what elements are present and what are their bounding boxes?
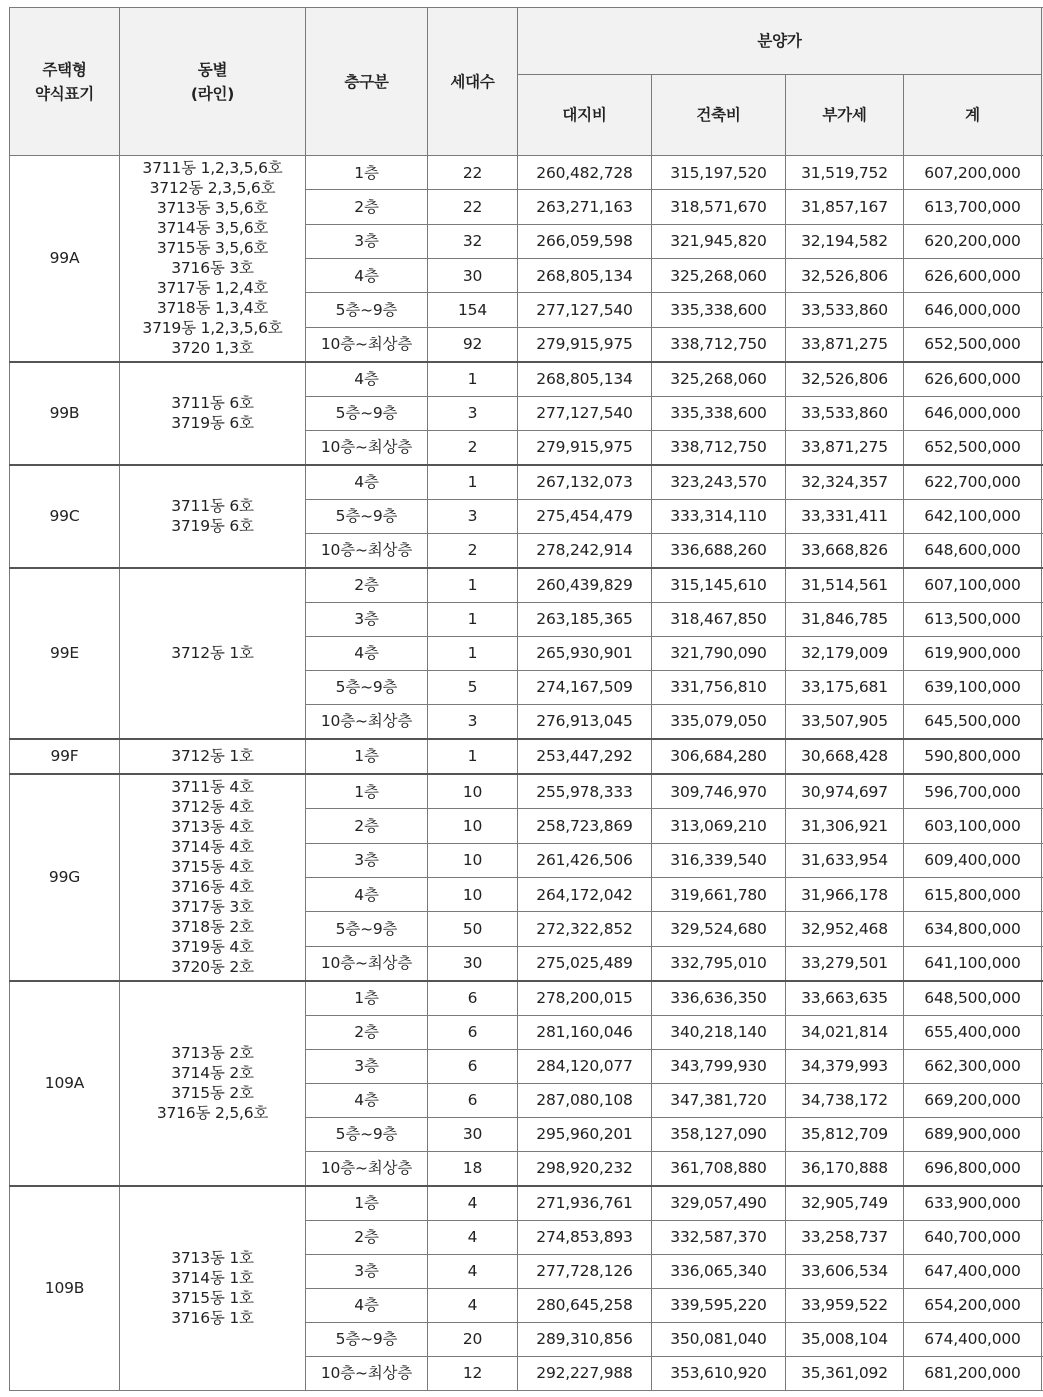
units-cell: 4 bbox=[428, 1254, 518, 1288]
vat-cell: 35,361,092 bbox=[786, 1356, 904, 1390]
vat-cell: 33,258,737 bbox=[786, 1220, 904, 1254]
building-price-cell: 358,127,090 bbox=[652, 1117, 786, 1151]
vat-cell: 33,959,522 bbox=[786, 1288, 904, 1322]
units-cell: 1 bbox=[428, 636, 518, 670]
total-price-cell: 613,500,000 bbox=[904, 602, 1042, 636]
land-price-cell: 274,167,509 bbox=[518, 670, 652, 704]
vat-cell: 33,606,534 bbox=[786, 1254, 904, 1288]
dong-line-cell: 3711동 6호 3719동 6호 bbox=[120, 362, 306, 465]
floor-cell: 1층 bbox=[306, 981, 428, 1016]
units-cell: 1 bbox=[428, 568, 518, 603]
land-price-cell: 260,482,728 bbox=[518, 156, 652, 190]
price-table bbox=[9, 7, 1043, 1391]
dong-line-cell: 3711동 6호 3719동 6호 bbox=[120, 465, 306, 568]
land-price-cell: 281,160,046 bbox=[518, 1015, 652, 1049]
units-cell: 10 bbox=[428, 774, 518, 809]
units-cell: 12 bbox=[428, 1356, 518, 1390]
land-price-cell: 287,080,108 bbox=[518, 1083, 652, 1117]
vat-cell: 33,871,275 bbox=[786, 327, 904, 362]
units-cell: 5 bbox=[428, 670, 518, 704]
vat-cell: 32,526,806 bbox=[786, 258, 904, 292]
vat-cell: 32,952,468 bbox=[786, 912, 904, 946]
floor-cell: 5층~9층 bbox=[306, 293, 428, 327]
units-cell: 4 bbox=[428, 1288, 518, 1322]
vat-cell: 32,905,749 bbox=[786, 1186, 904, 1221]
land-price-cell: 261,426,506 bbox=[518, 843, 652, 877]
building-price-cell: 319,661,780 bbox=[652, 877, 786, 911]
land-price-cell: 279,915,975 bbox=[518, 430, 652, 465]
building-price-cell: 332,795,010 bbox=[652, 946, 786, 981]
building-price-cell: 338,712,750 bbox=[652, 327, 786, 362]
floor-cell: 2층 bbox=[306, 568, 428, 603]
total-price-cell: 620,200,000 bbox=[904, 224, 1042, 258]
building-price-cell: 329,524,680 bbox=[652, 912, 786, 946]
vat-cell: 31,846,785 bbox=[786, 602, 904, 636]
land-price-cell: 278,242,914 bbox=[518, 533, 652, 568]
table-row bbox=[10, 568, 1043, 603]
land-price-cell: 266,059,598 bbox=[518, 224, 652, 258]
floor-cell: 4층 bbox=[306, 258, 428, 292]
table-row bbox=[10, 739, 1043, 774]
vat-cell: 31,966,178 bbox=[786, 877, 904, 911]
total-price-cell: 607,200,000 bbox=[904, 156, 1042, 190]
building-price-cell: 318,571,670 bbox=[652, 190, 786, 224]
vat-cell: 33,279,501 bbox=[786, 946, 904, 981]
total-price-cell: 607,100,000 bbox=[904, 568, 1042, 603]
total-price-cell: 615,800,000 bbox=[904, 877, 1042, 911]
units-cell: 30 bbox=[428, 946, 518, 981]
total-price-cell: 646,000,000 bbox=[904, 396, 1042, 430]
table-row bbox=[10, 774, 1043, 809]
units-cell: 6 bbox=[428, 1083, 518, 1117]
units-cell: 6 bbox=[428, 1049, 518, 1083]
floor-cell: 1층 bbox=[306, 1186, 428, 1221]
floor-cell: 10층~최상층 bbox=[306, 327, 428, 362]
floor-cell: 3층 bbox=[306, 1049, 428, 1083]
vat-cell: 33,871,275 bbox=[786, 430, 904, 465]
floor-cell: 2층 bbox=[306, 809, 428, 843]
building-price-cell: 313,069,210 bbox=[652, 809, 786, 843]
building-price-cell: 316,339,540 bbox=[652, 843, 786, 877]
total-price-cell: 590,800,000 bbox=[904, 739, 1042, 774]
vat-cell: 32,194,582 bbox=[786, 224, 904, 258]
vat-cell: 35,812,709 bbox=[786, 1117, 904, 1151]
units-cell: 22 bbox=[428, 156, 518, 190]
total-price-cell: 648,600,000 bbox=[904, 533, 1042, 568]
land-price-cell: 298,920,232 bbox=[518, 1151, 652, 1186]
total-price-cell: 633,900,000 bbox=[904, 1186, 1042, 1221]
units-cell: 154 bbox=[428, 293, 518, 327]
floor-cell: 4층 bbox=[306, 877, 428, 911]
floor-cell: 3층 bbox=[306, 602, 428, 636]
table-row bbox=[10, 981, 1043, 1016]
total-price-cell: 603,100,000 bbox=[904, 809, 1042, 843]
building-price-cell: 325,268,060 bbox=[652, 258, 786, 292]
land-price-cell: 267,132,073 bbox=[518, 465, 652, 500]
units-cell: 18 bbox=[428, 1151, 518, 1186]
floor-cell: 5층~9층 bbox=[306, 1322, 428, 1356]
units-cell: 2 bbox=[428, 430, 518, 465]
land-price-cell: 268,805,134 bbox=[518, 362, 652, 397]
building-price-cell: 353,610,920 bbox=[652, 1356, 786, 1390]
units-cell: 22 bbox=[428, 190, 518, 224]
floor-cell: 1층 bbox=[306, 739, 428, 774]
units-cell: 10 bbox=[428, 877, 518, 911]
building-price-cell: 335,079,050 bbox=[652, 704, 786, 739]
floor-cell: 2층 bbox=[306, 190, 428, 224]
dong-line-cell: 3713동 2호 3714동 2호 3715동 2호 3716동 2,5,6호 bbox=[120, 981, 306, 1186]
units-cell: 32 bbox=[428, 224, 518, 258]
floor-cell: 2층 bbox=[306, 1220, 428, 1254]
total-price-cell: 648,500,000 bbox=[904, 981, 1042, 1016]
building-price-cell: 361,708,880 bbox=[652, 1151, 786, 1186]
floor-cell: 4층 bbox=[306, 362, 428, 397]
land-price-cell: 255,978,333 bbox=[518, 774, 652, 809]
building-price-cell: 306,684,280 bbox=[652, 739, 786, 774]
floor-cell: 1층 bbox=[306, 156, 428, 190]
building-price-cell: 332,587,370 bbox=[652, 1220, 786, 1254]
land-price-cell: 280,645,258 bbox=[518, 1288, 652, 1322]
house-type-cell: 109B bbox=[10, 1186, 120, 1391]
land-price-cell: 277,127,540 bbox=[518, 396, 652, 430]
dong-line-cell: 3713동 1호 3714동 1호 3715동 1호 3716동 1호 bbox=[120, 1186, 306, 1391]
units-cell: 20 bbox=[428, 1322, 518, 1356]
header-dong-line: 동별 (라인) bbox=[120, 8, 306, 156]
building-price-cell: 336,636,350 bbox=[652, 981, 786, 1016]
building-price-cell: 338,712,750 bbox=[652, 430, 786, 465]
vat-cell: 34,379,993 bbox=[786, 1049, 904, 1083]
building-price-cell: 323,243,570 bbox=[652, 465, 786, 500]
floor-cell: 1층 bbox=[306, 774, 428, 809]
floor-cell: 5층~9층 bbox=[306, 1117, 428, 1151]
units-cell: 10 bbox=[428, 809, 518, 843]
floor-cell: 4층 bbox=[306, 465, 428, 500]
floor-cell: 5층~9층 bbox=[306, 499, 428, 533]
vat-cell: 31,519,752 bbox=[786, 156, 904, 190]
floor-cell: 10층~최상층 bbox=[306, 1151, 428, 1186]
total-price-cell: 654,200,000 bbox=[904, 1288, 1042, 1322]
building-price-cell: 333,314,110 bbox=[652, 499, 786, 533]
floor-cell: 5층~9층 bbox=[306, 396, 428, 430]
building-price-cell: 340,218,140 bbox=[652, 1015, 786, 1049]
floor-cell: 5층~9층 bbox=[306, 670, 428, 704]
vat-cell: 33,668,826 bbox=[786, 533, 904, 568]
total-price-cell: 641,100,000 bbox=[904, 946, 1042, 981]
vat-cell: 32,324,357 bbox=[786, 465, 904, 500]
total-price-cell: 609,400,000 bbox=[904, 843, 1042, 877]
land-price-cell: 264,172,042 bbox=[518, 877, 652, 911]
floor-cell: 4층 bbox=[306, 1083, 428, 1117]
floor-cell: 4층 bbox=[306, 636, 428, 670]
total-price-cell: 640,700,000 bbox=[904, 1220, 1042, 1254]
total-price-cell: 669,200,000 bbox=[904, 1083, 1042, 1117]
land-price-cell: 258,723,869 bbox=[518, 809, 652, 843]
land-price-cell: 277,127,540 bbox=[518, 293, 652, 327]
building-price-cell: 336,688,260 bbox=[652, 533, 786, 568]
land-price-cell: 253,447,292 bbox=[518, 739, 652, 774]
vat-cell: 34,021,814 bbox=[786, 1015, 904, 1049]
land-price-cell: 278,200,015 bbox=[518, 981, 652, 1016]
total-price-cell: 634,800,000 bbox=[904, 912, 1042, 946]
vat-cell: 35,008,104 bbox=[786, 1322, 904, 1356]
units-cell: 1 bbox=[428, 602, 518, 636]
floor-cell: 10층~최상층 bbox=[306, 946, 428, 981]
dong-line-cell: 3712동 1호 bbox=[120, 739, 306, 774]
building-price-cell: 315,145,610 bbox=[652, 568, 786, 603]
house-type-cell: 99B bbox=[10, 362, 120, 465]
units-cell: 1 bbox=[428, 465, 518, 500]
total-price-cell: 655,400,000 bbox=[904, 1015, 1042, 1049]
building-price-cell: 350,081,040 bbox=[652, 1322, 786, 1356]
total-price-cell: 662,300,000 bbox=[904, 1049, 1042, 1083]
vat-cell: 33,507,905 bbox=[786, 704, 904, 739]
building-price-cell: 315,197,520 bbox=[652, 156, 786, 190]
vat-cell: 33,331,411 bbox=[786, 499, 904, 533]
land-price-cell: 274,853,893 bbox=[518, 1220, 652, 1254]
vat-cell: 31,633,954 bbox=[786, 843, 904, 877]
units-cell: 10 bbox=[428, 843, 518, 877]
total-price-cell: 681,200,000 bbox=[904, 1356, 1042, 1390]
building-price-cell: 335,338,600 bbox=[652, 396, 786, 430]
header-vat: 부가세 bbox=[786, 75, 904, 156]
house-type-cell: 109A bbox=[10, 981, 120, 1186]
building-price-cell: 335,338,600 bbox=[652, 293, 786, 327]
vat-cell: 34,738,172 bbox=[786, 1083, 904, 1117]
units-cell: 1 bbox=[428, 362, 518, 397]
units-cell: 30 bbox=[428, 258, 518, 292]
units-cell: 92 bbox=[428, 327, 518, 362]
land-price-cell: 275,025,489 bbox=[518, 946, 652, 981]
floor-cell: 5층~9층 bbox=[306, 912, 428, 946]
house-type-cell: 99G bbox=[10, 774, 120, 981]
land-price-cell: 284,120,077 bbox=[518, 1049, 652, 1083]
land-price-cell: 295,960,201 bbox=[518, 1117, 652, 1151]
vat-cell: 33,533,860 bbox=[786, 293, 904, 327]
vat-cell: 33,533,860 bbox=[786, 396, 904, 430]
land-price-cell: 271,936,761 bbox=[518, 1186, 652, 1221]
building-price-cell: 339,595,220 bbox=[652, 1288, 786, 1322]
vat-cell: 30,668,428 bbox=[786, 739, 904, 774]
floor-cell: 3층 bbox=[306, 843, 428, 877]
vat-cell: 33,663,635 bbox=[786, 981, 904, 1016]
total-price-cell: 689,900,000 bbox=[904, 1117, 1042, 1151]
vat-cell: 36,170,888 bbox=[786, 1151, 904, 1186]
land-price-cell: 276,913,045 bbox=[518, 704, 652, 739]
units-cell: 3 bbox=[428, 499, 518, 533]
total-price-cell: 596,700,000 bbox=[904, 774, 1042, 809]
units-cell: 2 bbox=[428, 533, 518, 568]
vat-cell: 32,179,009 bbox=[786, 636, 904, 670]
table-header bbox=[10, 8, 1043, 156]
header-price-group: 분양가 bbox=[518, 8, 1042, 75]
table-body bbox=[10, 156, 1043, 1391]
floor-cell: 10층~최상층 bbox=[306, 704, 428, 739]
table-row bbox=[10, 362, 1043, 397]
floor-cell: 10층~최상층 bbox=[306, 430, 428, 465]
land-price-cell: 289,310,856 bbox=[518, 1322, 652, 1356]
dong-line-cell: 3711동 4호 3712동 4호 3713동 4호 3714동 4호 3715동 4호 3716동 4호 3717동 3호 3718동 2호 3719동 4호 3720동 2호 bbox=[120, 774, 306, 981]
building-price-cell: 331,756,810 bbox=[652, 670, 786, 704]
units-cell: 4 bbox=[428, 1220, 518, 1254]
table-row bbox=[10, 465, 1043, 500]
building-price-cell: 343,799,930 bbox=[652, 1049, 786, 1083]
header-house-type: 주택형 약식표기 bbox=[10, 8, 120, 156]
vat-cell: 30,974,697 bbox=[786, 774, 904, 809]
building-price-cell: 325,268,060 bbox=[652, 362, 786, 397]
land-price-cell: 279,915,975 bbox=[518, 327, 652, 362]
vat-cell: 31,306,921 bbox=[786, 809, 904, 843]
total-price-cell: 652,500,000 bbox=[904, 327, 1042, 362]
header-floor: 층구분 bbox=[306, 8, 428, 156]
table-row bbox=[10, 1186, 1043, 1221]
land-price-cell: 265,930,901 bbox=[518, 636, 652, 670]
land-price-cell: 263,271,163 bbox=[518, 190, 652, 224]
header-land: 대지비 bbox=[518, 75, 652, 156]
header-building: 건축비 bbox=[652, 75, 786, 156]
table-row bbox=[10, 156, 1043, 190]
floor-cell: 10층~최상층 bbox=[306, 533, 428, 568]
units-cell: 3 bbox=[428, 704, 518, 739]
dong-line-cell: 3711동 1,2,3,5,6호 3712동 2,3,5,6호 3713동 3,5,6호 3714동 3,5,6호 3715동 3,5,6호 3716동 3호 3717동 1,2,4호 3718동 1,3,4호 3719동 1,2,3,5,6호 3720 1,3호 bbox=[120, 156, 306, 362]
building-price-cell: 329,057,490 bbox=[652, 1186, 786, 1221]
vat-cell: 31,857,167 bbox=[786, 190, 904, 224]
total-price-cell: 645,500,000 bbox=[904, 704, 1042, 739]
land-price-cell: 277,728,126 bbox=[518, 1254, 652, 1288]
floor-cell: 4층 bbox=[306, 1288, 428, 1322]
floor-cell: 2층 bbox=[306, 1015, 428, 1049]
total-price-cell: 626,600,000 bbox=[904, 258, 1042, 292]
building-price-cell: 336,065,340 bbox=[652, 1254, 786, 1288]
land-price-cell: 263,185,365 bbox=[518, 602, 652, 636]
total-price-cell: 652,500,000 bbox=[904, 430, 1042, 465]
total-price-cell: 619,900,000 bbox=[904, 636, 1042, 670]
total-price-cell: 646,000,000 bbox=[904, 293, 1042, 327]
building-price-cell: 318,467,850 bbox=[652, 602, 786, 636]
building-price-cell: 321,790,090 bbox=[652, 636, 786, 670]
total-price-cell: 642,100,000 bbox=[904, 499, 1042, 533]
total-price-cell: 622,700,000 bbox=[904, 465, 1042, 500]
land-price-cell: 275,454,479 bbox=[518, 499, 652, 533]
floor-cell: 3층 bbox=[306, 1254, 428, 1288]
vat-cell: 33,175,681 bbox=[786, 670, 904, 704]
header-units: 세대수 bbox=[428, 8, 518, 156]
land-price-cell: 260,439,829 bbox=[518, 568, 652, 603]
units-cell: 6 bbox=[428, 1015, 518, 1049]
total-price-cell: 626,600,000 bbox=[904, 362, 1042, 397]
building-price-cell: 321,945,820 bbox=[652, 224, 786, 258]
total-price-cell: 674,400,000 bbox=[904, 1322, 1042, 1356]
house-type-cell: 99C bbox=[10, 465, 120, 568]
dong-line-cell: 3712동 1호 bbox=[120, 568, 306, 739]
total-price-cell: 613,700,000 bbox=[904, 190, 1042, 224]
floor-cell: 3층 bbox=[306, 224, 428, 258]
land-price-cell: 272,322,852 bbox=[518, 912, 652, 946]
units-cell: 4 bbox=[428, 1186, 518, 1221]
land-price-cell: 268,805,134 bbox=[518, 258, 652, 292]
units-cell: 1 bbox=[428, 739, 518, 774]
units-cell: 3 bbox=[428, 396, 518, 430]
units-cell: 30 bbox=[428, 1117, 518, 1151]
house-type-cell: 99E bbox=[10, 568, 120, 739]
vat-cell: 32,526,806 bbox=[786, 362, 904, 397]
total-price-cell: 696,800,000 bbox=[904, 1151, 1042, 1186]
floor-cell: 10층~최상층 bbox=[306, 1356, 428, 1390]
total-price-cell: 647,400,000 bbox=[904, 1254, 1042, 1288]
building-price-cell: 309,746,970 bbox=[652, 774, 786, 809]
house-type-cell: 99A bbox=[10, 156, 120, 362]
land-price-cell: 292,227,988 bbox=[518, 1356, 652, 1390]
total-price-cell: 639,100,000 bbox=[904, 670, 1042, 704]
house-type-cell: 99F bbox=[10, 739, 120, 774]
vat-cell: 31,514,561 bbox=[786, 568, 904, 603]
units-cell: 50 bbox=[428, 912, 518, 946]
units-cell: 6 bbox=[428, 981, 518, 1016]
building-price-cell: 347,381,720 bbox=[652, 1083, 786, 1117]
header-total: 계 bbox=[904, 75, 1042, 156]
